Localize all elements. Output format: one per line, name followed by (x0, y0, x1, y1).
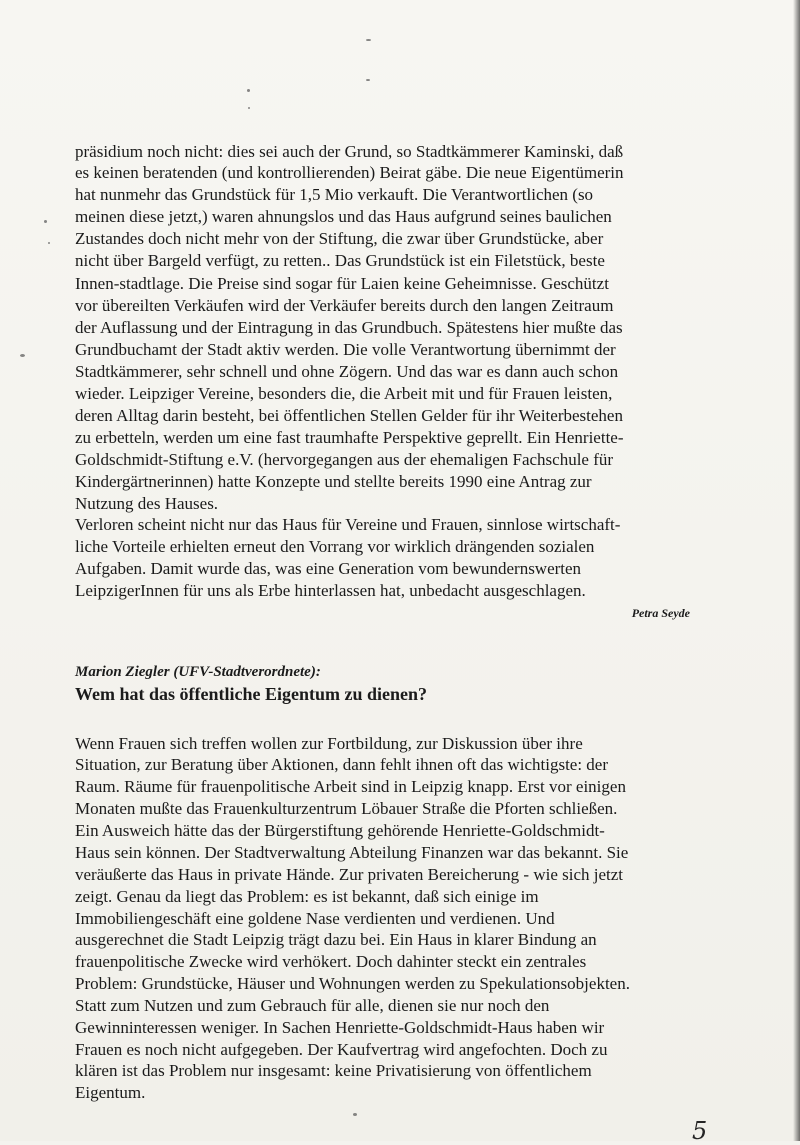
upper-text-line: hat nunmehr das Grundstück für 1,5 Mio verkauft. Die Verantwortlichen (so (75, 185, 594, 204)
upper-text-line: wieder. Leipziger Vereine, besonders die, die Arbeit mit und für Frauen leisten, (75, 384, 613, 403)
lower-text-line: Eigentum. (75, 1083, 146, 1102)
page-edge-shadow (793, 0, 800, 1141)
lower-text-line: Immobiliengeschäft eine goldene Nase verdienten und verdienen. Und (75, 909, 555, 928)
upper-text-line: Zustandes doch nicht mehr von der Stiftung, die zwar über Grundstücke, aber (75, 229, 604, 248)
upper-text-line: Stadtkämmerer, sehr schnell und ohne Zögern. Und das war es dann auch schon (75, 362, 619, 381)
lower-text-line: klären ist das Problem nur insgesamt: keine Privatisierung von öffentlichem (75, 1061, 592, 1080)
upper-text-line: Aufgaben. Damit wurde das, was eine Generation vom bewundernswerten (75, 559, 582, 578)
upper-text-line: nicht über Bargeld verfügt, zu retten.. Das Grundstück ist ein Filetstück, beste (75, 251, 605, 270)
scan-speck (20, 354, 25, 357)
lower-text-line: Gewinninteressen weniger. In Sachen Henriette-Goldschmidt-Haus haben wir (75, 1018, 605, 1037)
lower-text-line: ausgerechnet die Stadt Leipzig trägt dazu bei. Ein Haus in klarer Bindung an (75, 930, 597, 949)
scan-speck (247, 89, 250, 92)
upper-text-line: Grundbuchamt der Stadt aktiv werden. Die volle Verantwortung übernimmt der (75, 340, 616, 359)
scan-speck (366, 79, 370, 81)
lower-text-line: veräußerte das Haus in private Hände. Zur privaten Bereicherung - wie sich jetzt (75, 865, 624, 884)
section-heading: Wem hat das öffentliche Eigentum zu dienen? (75, 684, 428, 704)
upper-text-line: es keinen beratenden (und kontrollierenden) Beirat gäbe. Die neue Eigentümerin (75, 163, 624, 182)
lower-text-line: zeigt. Genau da liegt das Problem: es ist bekannt, daß sich einige im (75, 887, 539, 906)
upper-text-line: vor übereilten Verkäufen wird der Verkäufer bereits durch den langen Zeitraum (75, 296, 614, 315)
lower-text-line: frauenpolitische Zwecke wird verhökert. Doch dahinter steckt ein zentrales (75, 952, 587, 971)
upper-text-line: Goldschmidt-Stiftung e.V. (hervorgegangen aus der ehemaligen Fachschule für (75, 450, 614, 469)
lower-text-line: Frauen es noch nicht aufgegeben. Der Kaufvertrag wird angefochten. Doch zu (75, 1040, 608, 1059)
lower-text-line: Statt zum Nutzen und zum Gebrauch für alle, dienen sie nur noch den (75, 996, 550, 1015)
scan-speck (44, 220, 47, 223)
upper-text-line: LeipzigerInnen für uns als Erbe hinterlassen hat, unbedacht ausgeschlagen. (75, 581, 586, 600)
upper-text-line: präsidium noch nicht: dies sei auch der Grund, so Stadtkämmerer Kaminski, daß (75, 142, 624, 161)
upper-text-line: meinen diese jetzt,) waren ahnungslos und das Haus aufgrund seines baulichen (75, 207, 612, 226)
page-number: 5 (692, 1117, 708, 1145)
lower-text-line: Haus sein können. Der Stadtverwaltung Abteilung Finanzen war das bekannt. Sie (75, 843, 629, 862)
upper-text-line: Innen-stadtlage. Die Preise sind sogar für Laien keine Geheimnisse. Geschützt (75, 274, 609, 293)
upper-text-line: deren Alltag darin besteht, bei öffentlichen Stellen Gelder für ihr Weiterbestehen (75, 406, 623, 425)
section-author: Marion Ziegler (UFV-Stadtverordnete): (75, 664, 321, 680)
scan-speck (366, 39, 371, 41)
lower-text-line: Monaten mußte das Frauenkulturzentrum Löbauer Straße die Pforten schließen. (75, 799, 618, 818)
upper-text-line: Kindergärtnerinnen) hatte Konzepte und stellte bereits 1990 eine Antrag zur (75, 472, 592, 491)
lower-text-line: Problem: Grundstücke, Häuser und Wohnungen werden zu Spekulationsobjekten. (75, 974, 630, 993)
scan-speck (248, 107, 250, 109)
lower-text-line: Ein Ausweich hätte das der Bürgerstiftung gehörende Henriette-Goldschmidt- (75, 821, 605, 840)
upper-text-line: liche Vorteile erhielten erneut den Vorrang vor wirklich drängenden sozialen (75, 537, 595, 556)
lower-text-line: Situation, zur Beratung über Aktionen, dann fehlt ihnen oft das wichtigste: der (75, 755, 609, 774)
upper-text-line: zu erbetteln, werden um eine fast traumhafte Perspektive geprellt. Ein Henriette- (75, 428, 624, 447)
upper-text-line: der Auflassung und der Eintragung in das Grundbuch. Spätestens hier mußte das (75, 318, 623, 337)
upper-text-line: Nutzung des Hauses. (75, 494, 219, 513)
upper-text-line: Verloren scheint nicht nur das Haus für Vereine und Frauen, sinnlose wirtschaft- (75, 515, 621, 534)
lower-text-line: Raum. Räume für frauenpolitische Arbeit sind in Leipzig knapp. Erst vor einigen (75, 777, 626, 796)
lower-text-line: Wenn Frauen sich treffen wollen zur Fortbildung, zur Diskussion über ihre (75, 734, 583, 753)
article-signature: Petra Seyde (631, 606, 690, 620)
scan-speck (48, 242, 50, 244)
scan-speck (353, 1113, 357, 1116)
